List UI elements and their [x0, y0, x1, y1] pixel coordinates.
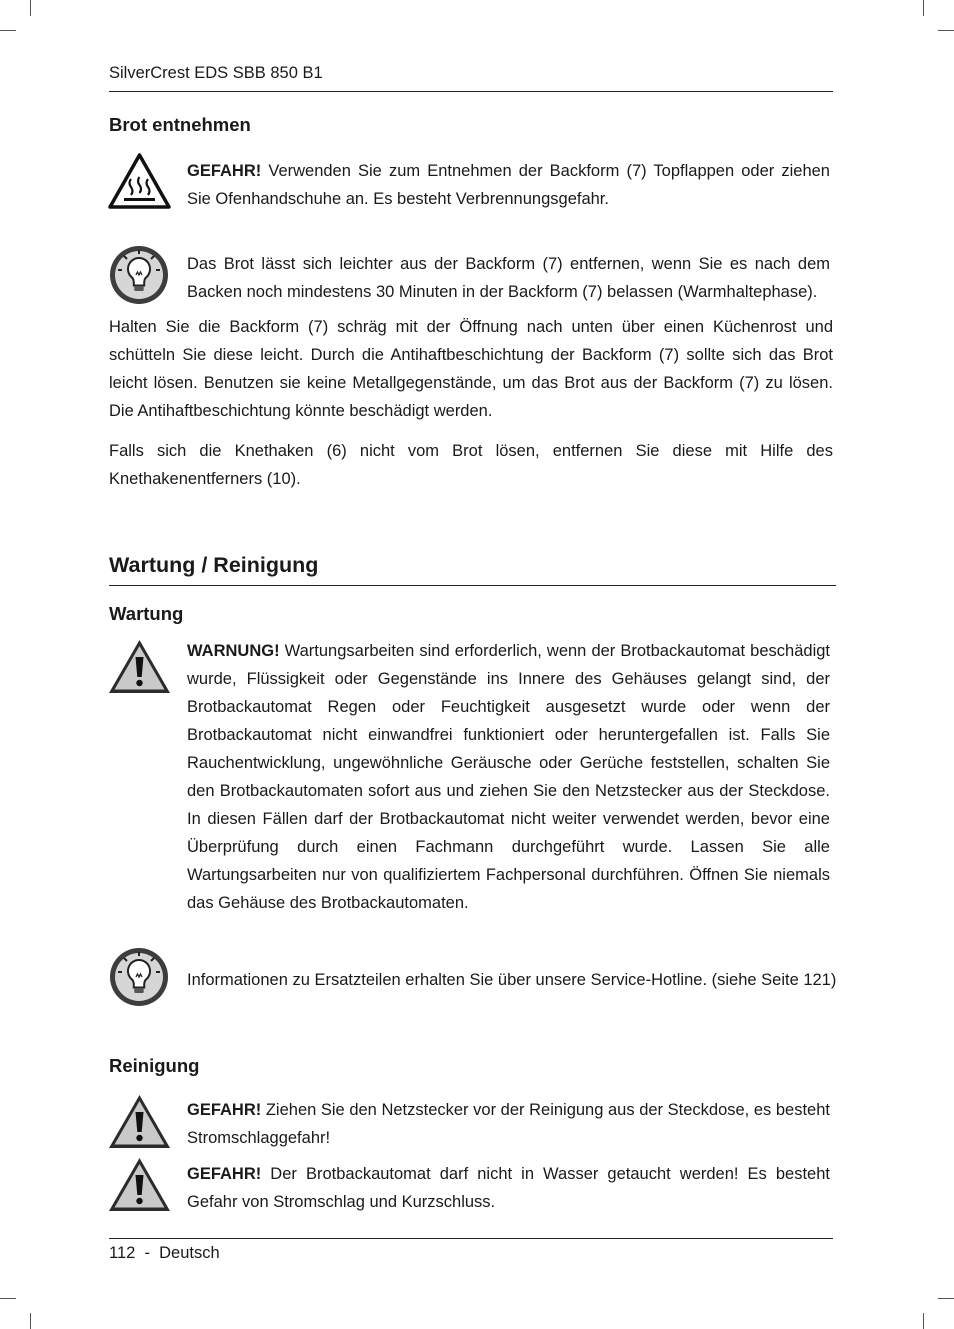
exclamation-warning-icon: [108, 1157, 171, 1217]
warning-text: Wartungsarbeiten sind erforderlich, wenn der Brotbackautomat beschädigt wurde, Flüssigkeit oder Gegenstände ins Innere des Gehäuses gelangt sind, der Brotbackautomat Regen oder Feuchtigkeit ausgesetzt wurde oder wenn der Brotbackautomat nicht einwandfrei funktioniert oder heruntergefallen ist. Falls Sie Rauchentwicklung, ungewöhnliche Geräusche oder Gerüche feststellen, schalten Sie den Brotbackautomaten sofort aus und ziehen Sie den Netzstecker aus der Steckdose. In diesen Fällen darf der Brotbackautomat nicht weiter verwendet werden, bevor eine Überprüfung durch einen Fachmann durchgeführt wurde. Lassen Sie alle Wartungsarbeiten nur von qualifiziertem Fachpersonal durchführen. Öffnen Sie niemals das Gehäuse des Brotbackautomaten.: [187, 642, 830, 912]
danger-hot-paragraph: [187, 157, 830, 213]
body-paragraph: Halten Sie die Backform (7) schräg mit der Öffnung nach unten über einen Küchenrost und schütteln Sie diese leicht. Durch die Antihaftbeschichtung der Backform (7) sollte sich das Brot leicht lösen. Benutzen sie keine Metallgegenstände, um das Brot aus der Backform (7) zu lösen. Die Antihaftbeschichtung könnte beschädigt werden.: [109, 318, 833, 420]
body-paragraph: Falls sich die Knethaken (6) nicht vom Brot lösen, entfernen Sie diese mit Hilfe des Knethakenentferners (10).: [109, 442, 833, 488]
crop-mark: [923, 0, 924, 16]
crop-mark: [30, 1313, 31, 1329]
danger-paragraph: [187, 1096, 830, 1152]
header-rule: [109, 91, 833, 92]
running-header: SilverCrest EDS SBB 850 B1: [109, 64, 323, 82]
page-number: 112 - Deutsch: [109, 1244, 220, 1262]
exclamation-warning-icon: [108, 1094, 171, 1154]
section-rule: [109, 585, 836, 586]
footer-rule: [109, 1238, 833, 1239]
heading-brot-entnehmen: Brot entnehmen: [109, 114, 251, 135]
warning-label: WARNUNG!: [187, 642, 280, 660]
lightbulb-tip-icon: [108, 946, 170, 1013]
crop-mark: [938, 30, 954, 31]
danger-paragraph: [187, 1160, 830, 1216]
crop-mark: [923, 1313, 924, 1329]
crop-mark: [0, 1298, 16, 1299]
danger-text: Ziehen Sie den Netzstecker vor der Reinigung aus der Steckdose, es besteht Stromschlaggefahr!: [187, 1101, 830, 1147]
crop-mark: [30, 0, 31, 16]
heading-wartung-reinigung: Wartung / Reinigung: [109, 553, 319, 577]
crop-mark: [0, 30, 16, 31]
hot-surface-warning-icon: [108, 153, 171, 214]
lightbulb-tip-icon: [108, 244, 170, 311]
exclamation-warning-icon: [108, 639, 171, 699]
danger-text: Der Brotbackautomat darf nicht in Wasser getaucht werden! Es besteht Gefahr von Stromschlag und Kurzschluss.: [187, 1165, 830, 1211]
tip-paragraph: Informationen zu Ersatzteilen erhalten Sie über unsere Service-Hotline. (siehe Seite 121): [187, 971, 837, 989]
tip-paragraph: Das Brot lässt sich leichter aus der Backform (7) entfernen, wenn Sie es nach dem Backen noch mindestens 30 Minuten in der Backform (7) belassen (Warmhaltephase).: [187, 255, 830, 301]
crop-mark: [938, 1298, 954, 1299]
danger-label: GEFAHR!: [187, 162, 262, 180]
danger-text: Verwenden Sie zum Entnehmen der Backform (7) Topflappen oder ziehen Sie Ofenhandschuhe an. Es besteht Verbrennungsgefahr.: [187, 162, 830, 208]
danger-label: GEFAHR!: [187, 1165, 262, 1183]
heading-wartung: Wartung: [109, 603, 184, 624]
warning-paragraph: [187, 637, 830, 917]
danger-label: GEFAHR!: [187, 1101, 262, 1119]
heading-reinigung: Reinigung: [109, 1055, 200, 1076]
